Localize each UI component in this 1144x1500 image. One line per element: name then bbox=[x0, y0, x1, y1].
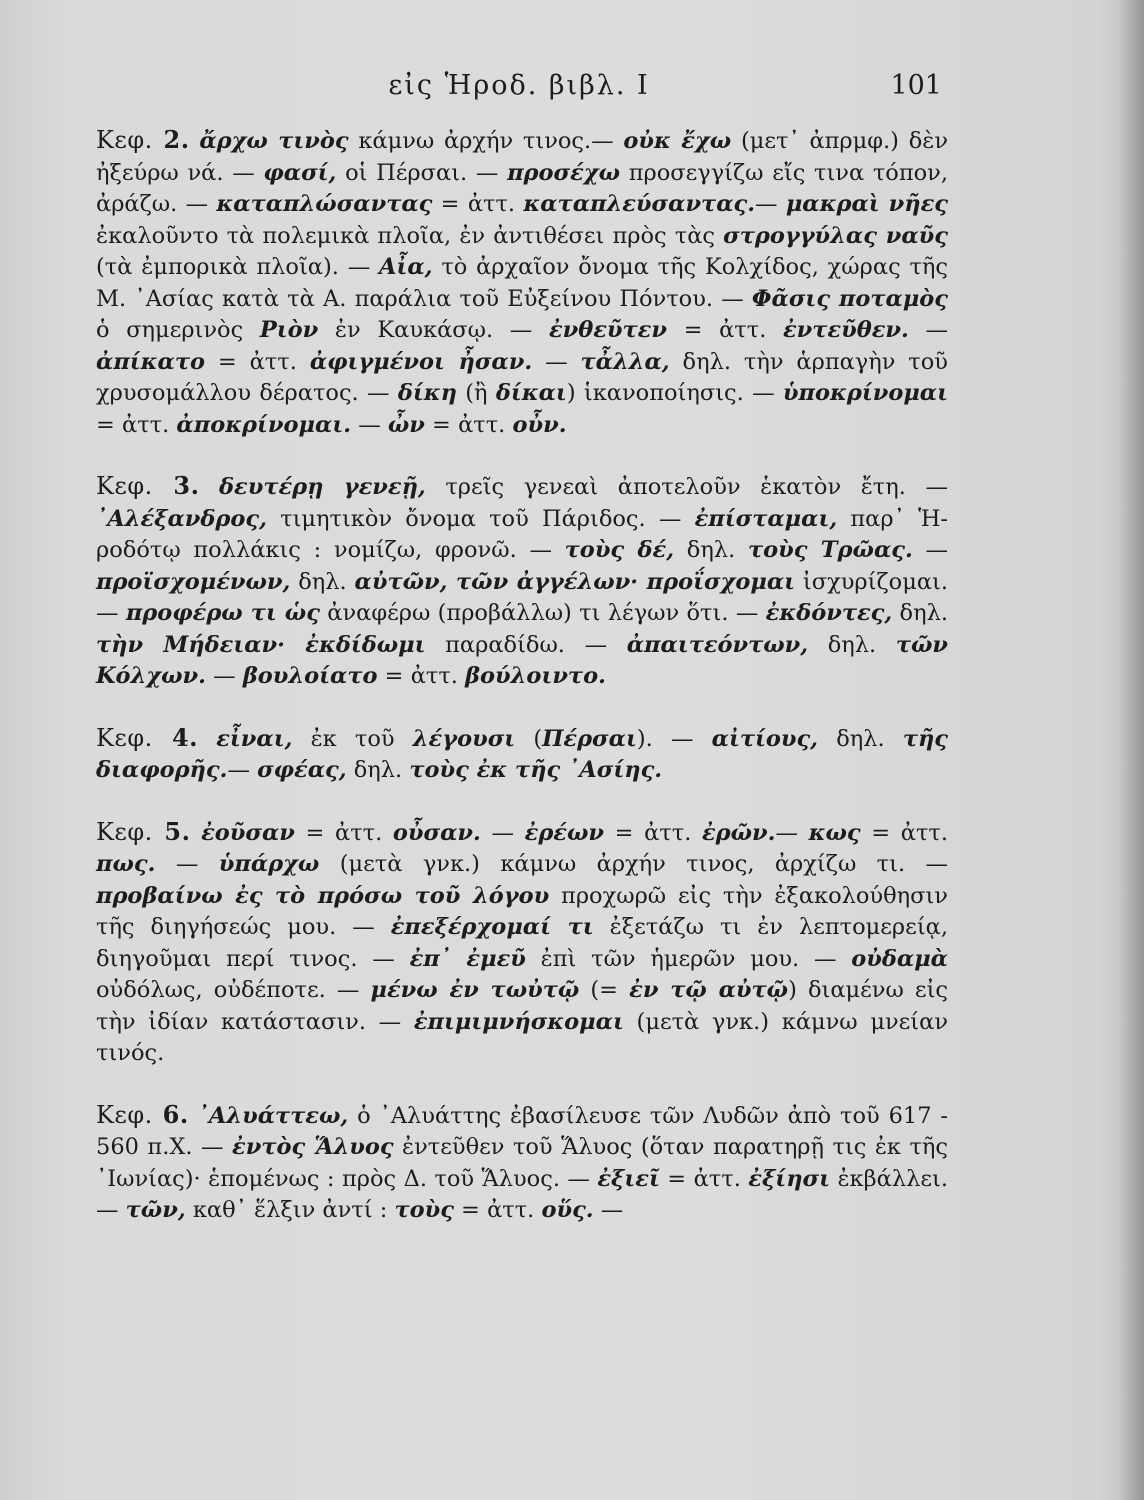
lemma: προσέχω bbox=[507, 159, 620, 186]
gloss-text: (= bbox=[579, 977, 630, 1003]
gloss-text: = ἀττ. bbox=[377, 663, 466, 689]
gloss-text: — bbox=[912, 537, 949, 563]
gloss-text: = ἀττ. bbox=[604, 819, 702, 846]
chapter-abbrev: Κεφ. bbox=[96, 472, 153, 500]
lemma: ἀπίκατο bbox=[96, 348, 205, 375]
lemma: προϊσχομένων, bbox=[96, 568, 291, 595]
lemma: σφέας, bbox=[257, 757, 347, 783]
lemma: μένω ἐν τωὐτῷ bbox=[370, 977, 580, 1003]
lemma: οὖσαν. bbox=[392, 819, 481, 846]
gloss-text: ἐκ τοῦ bbox=[292, 725, 413, 752]
gloss-text: δηλ. bbox=[346, 757, 410, 783]
gloss-text: προχωρῶ εἰς τὴν ἐξακολούθησιν τῆς διηγήσεώς μου. — bbox=[96, 882, 948, 940]
chapter-abbrev: Κεφ. bbox=[96, 817, 153, 846]
lemma: τοὺς Τρῶας. bbox=[747, 537, 913, 563]
gloss-text: — bbox=[532, 348, 581, 375]
gloss-text: = ἀττ. bbox=[432, 191, 524, 217]
gloss-text: παρ᾽ Ἡροδότῳ πολλάκις : νομίζω, φρονῶ. — bbox=[96, 505, 948, 563]
chapter-abbrev: Κεφ. bbox=[96, 723, 153, 752]
lemma: ὑποκρίνομαι bbox=[782, 380, 948, 406]
chapter-label bbox=[96, 1101, 189, 1129]
gloss-text: = ἀττ. bbox=[659, 1165, 749, 1192]
running-head: εἰς Ἡροδ. βιβλ. I bbox=[388, 70, 650, 101]
lemma: ὑπάρχω bbox=[218, 851, 320, 877]
lemma: τοὺς δέ, bbox=[564, 537, 675, 563]
lemma: Ριὸν bbox=[259, 317, 319, 343]
gloss-text: ἐντεῦθεν τοῦ Ἅλυος (ὅταν παρατηρῇ τις ἐκ τῆς ᾽Ιωνίας)· ἑπομένως : πρὸς Δ. τοῦ Ἅλυος. — bbox=[96, 1134, 949, 1192]
lemma: δίκη bbox=[397, 380, 457, 406]
gloss-text: — bbox=[755, 191, 786, 217]
gloss-text: ) διαμένω εἰς τὴν ἰδίαν κατάστασιν. — bbox=[96, 977, 948, 1035]
lemma: τῶν, bbox=[125, 1197, 186, 1223]
lemma: τἆλλα, bbox=[580, 348, 670, 375]
gloss-text: = ἀττ. bbox=[205, 348, 310, 375]
lemma: τοὺς bbox=[394, 1197, 454, 1223]
gloss-text: τὸ ἀρχαῖον ὄνομα τῆς Κολχίδος, χώρας τῆς Μ. ᾽Ασίας κατὰ τὰ Α. παράλια τοῦ Εὐξείνου Πόντου. — bbox=[96, 254, 949, 312]
gloss-text: ὁ ᾽Αλυάττης ἐβασίλευσε τῶν Λυδῶν ἀπὸ τοῦ 617 - 560 π.Χ. — bbox=[96, 1102, 948, 1160]
page-number: 101 bbox=[890, 70, 942, 101]
gloss-text: ἐν Καυκάσῳ. — bbox=[318, 317, 549, 343]
lemma: ἐρῶν. bbox=[701, 819, 776, 846]
lemma: Αἶα, bbox=[379, 254, 433, 280]
lemma: ἀποκρίνομαι. bbox=[176, 411, 352, 438]
chapter-note bbox=[96, 722, 948, 787]
gloss-text: ἐκαλοῦντο τὰ πολεμικὰ πλοῖα, ἐν ἀντιθέσει πρὸς τὰς bbox=[96, 222, 724, 249]
lemma: δευτέρῃ γενεῇ, bbox=[219, 474, 426, 500]
gloss-text: — bbox=[480, 819, 525, 846]
chapter-note bbox=[96, 1099, 948, 1227]
lemma: ἐξιεῖ bbox=[597, 1165, 660, 1192]
lemma: ὦν bbox=[387, 411, 425, 438]
gloss-text: οἱ Πέρσαι. — bbox=[336, 159, 508, 186]
page-header bbox=[96, 70, 942, 114]
commentary-body bbox=[96, 124, 948, 1256]
gloss-text: ἐκβάλλει. — bbox=[96, 1165, 948, 1223]
chapter-label bbox=[96, 126, 190, 154]
gloss-text: δηλ. bbox=[818, 725, 903, 752]
lemma: οὐκ ἔχω bbox=[623, 128, 732, 154]
lemma: ἐν τῷ αὐτῷ bbox=[629, 977, 789, 1003]
lemma: ἐοῦσαν bbox=[201, 819, 295, 846]
lemma: ἐπιμιμνήσκομαι bbox=[413, 1008, 624, 1035]
lemma: μακραὶ νῆες bbox=[785, 191, 948, 217]
gloss-text: — bbox=[593, 1197, 624, 1223]
lemma: προβαίνω ἐς τὸ πρόσω τοῦ λόγου bbox=[96, 882, 550, 909]
lemma: στρογγύλας ναῦς bbox=[723, 222, 948, 249]
lemma: τὴν Μήδειαν· ἐκδίδωμι bbox=[96, 631, 426, 658]
gloss-text: ὁ σημερινὸς bbox=[96, 317, 260, 343]
lemma: Πέρσαι bbox=[542, 725, 637, 752]
gloss-text bbox=[199, 474, 219, 500]
gloss-text: τιμητικὸν ὄνομα τοῦ Πάριδος. — bbox=[266, 505, 695, 532]
lemma: εἶναι, bbox=[216, 725, 293, 752]
lemma: βουλοίατο bbox=[242, 663, 378, 689]
gloss-text bbox=[190, 128, 200, 154]
gloss-text: = ἀττ. bbox=[96, 411, 177, 438]
gloss-text: (μετὰ γνκ.) κάμνω μνείαν τινός. bbox=[96, 1008, 949, 1066]
page-edge-shadow bbox=[1118, 0, 1144, 1500]
lemma: ἐξίησι bbox=[748, 1165, 831, 1192]
lemma: αὐτῶν, τῶν ἀγγέλων· προΐσχομαι bbox=[354, 568, 796, 595]
lemma: καταπλώσαντας bbox=[216, 191, 433, 217]
lemma: Φᾶσις ποταμὸς bbox=[751, 285, 948, 312]
chapter-abbrev: Κεφ. bbox=[96, 1100, 153, 1129]
chapter-note bbox=[96, 470, 948, 693]
gloss-text: ἐπὶ τῶν ἡμερῶν μου. — bbox=[525, 945, 852, 972]
lemma: κως bbox=[808, 819, 861, 846]
gloss-text: = ἀττ. bbox=[666, 317, 783, 343]
gloss-text: — bbox=[351, 411, 388, 438]
gloss-text: ( bbox=[515, 725, 543, 752]
gloss-text: οὐδόλως, οὐδέποτε. — bbox=[96, 977, 371, 1003]
gloss-text: — bbox=[155, 851, 219, 877]
lemma: λέγουσι bbox=[412, 725, 516, 752]
lemma: ἐπεξέρχομαί τι bbox=[390, 914, 594, 940]
chapter-label bbox=[96, 724, 198, 752]
gloss-text: προσεγγίζω εἴς τινα τόπον, ἀράζω. — bbox=[96, 159, 948, 217]
gloss-text: δηλ. bbox=[808, 631, 896, 658]
chapter-note bbox=[96, 124, 948, 441]
gloss-text: (τὰ ἐμπορικὰ πλοῖα). — bbox=[96, 254, 380, 280]
gloss-text: = ἀττ. bbox=[424, 411, 513, 438]
lemma: ἐνθεῦτεν bbox=[548, 317, 667, 343]
gloss-text: = ἀττ. bbox=[453, 1197, 542, 1223]
gloss-text: ). — bbox=[636, 725, 712, 752]
chapter-label bbox=[96, 472, 199, 500]
lemma: πως. bbox=[96, 851, 156, 877]
lemma: καταπλεύσαντας. bbox=[523, 191, 756, 217]
lemma: δίκαι bbox=[495, 380, 567, 406]
chapter-abbrev: Κεφ. bbox=[96, 126, 153, 154]
gloss-text: (μετ᾽ ἀπρμφ.) δὲν ἠξεύρω νά. — bbox=[96, 128, 948, 186]
chapter-number: 3. bbox=[173, 471, 200, 500]
chapter-note bbox=[96, 816, 948, 1070]
lemma: ἄρχω τινὸς bbox=[199, 128, 349, 154]
gloss-text: δηλ. bbox=[290, 568, 355, 595]
gloss-text: ἀναφέρω (προβάλλω) τι λέγων ὅτι. — bbox=[319, 600, 766, 626]
lemma: τῶν Κόλχων. bbox=[96, 631, 948, 689]
gloss-text: δηλ. bbox=[892, 600, 948, 626]
lemma: ἀπαιτεόντων, bbox=[626, 631, 809, 658]
gloss-text: (ἢ bbox=[456, 380, 496, 406]
lemma: τῆς διαφορῆς. bbox=[96, 725, 949, 783]
gloss-text: ἰσχυρίζομαι. — bbox=[96, 568, 948, 626]
lemma: αἰτίους, bbox=[711, 725, 819, 752]
gloss-text: = ἀττ. bbox=[860, 819, 948, 846]
lemma: ἐκδόντες, bbox=[765, 600, 893, 626]
gloss-text: — bbox=[908, 317, 949, 343]
lemma: οὖν. bbox=[512, 411, 567, 438]
gloss-text: τρεῖς γενεαὶ ἀποτελοῦν ἑκατὸν ἔτη. — bbox=[425, 474, 948, 500]
gloss-text: δηλ. τὴν ἁρπαγὴν τοῦ χρυσομάλλου δέρατος. — bbox=[96, 348, 948, 406]
lemma: ἀφιγμένοι ἦσαν. bbox=[309, 348, 533, 375]
gloss-text: κάμνω ἀρχήν τινος.— bbox=[348, 128, 624, 154]
lemma: ἐντεῦθεν. bbox=[783, 317, 909, 343]
gloss-text bbox=[190, 820, 201, 846]
gloss-text: = ἀττ. bbox=[294, 819, 393, 846]
chapter-number: 5. bbox=[164, 816, 191, 846]
gloss-text: — bbox=[206, 663, 243, 689]
gloss-text: παραδίδω. — bbox=[425, 631, 627, 658]
gloss-text: καθ᾽ ἕλξιν ἀντί : bbox=[185, 1197, 395, 1223]
lemma: τοὺς ἐκ τῆς ᾽Ασίης. bbox=[409, 757, 663, 783]
chapter-number: 4. bbox=[171, 722, 199, 752]
gloss-text: ) ἱκανοποίησις. — bbox=[566, 380, 783, 406]
lemma: ᾽Αλέξανδρος, bbox=[96, 505, 267, 532]
gloss-text: (μετὰ γνκ.) κάμνω ἀρχήν τινος, ἀρχίζω τι. — bbox=[319, 851, 948, 877]
lemma: ᾽Αλυάττεω, bbox=[197, 1102, 349, 1129]
chapter-number: 2. bbox=[163, 125, 190, 154]
lemma: προφέρω τι ὡς bbox=[125, 600, 320, 626]
lemma: οὕς. bbox=[541, 1197, 594, 1223]
lemma: φασί, bbox=[263, 159, 337, 186]
gloss-text: — bbox=[227, 757, 258, 783]
gloss-text bbox=[198, 726, 216, 752]
lemma: ἐπίσταμαι, bbox=[694, 505, 838, 532]
lemma: βούλοιντο. bbox=[465, 663, 606, 689]
lemma: οὐδαμὰ bbox=[851, 945, 948, 972]
gloss-text: — bbox=[775, 819, 809, 846]
lemma: ἐρέων bbox=[524, 819, 604, 846]
lemma: ἐπ᾽ ἐμεῦ bbox=[409, 945, 526, 972]
gloss-text bbox=[189, 1103, 198, 1129]
chapter-label bbox=[96, 818, 190, 846]
gloss-text: ἐξετάζω τι ἐν λεπτομερείᾳ, διηγοῦμαι περί τινος. — bbox=[96, 914, 948, 972]
gloss-text: δηλ. bbox=[674, 537, 748, 563]
lemma: ἐντὸς Ἅλυος bbox=[232, 1134, 394, 1160]
chapter-number: 6. bbox=[162, 1099, 189, 1129]
